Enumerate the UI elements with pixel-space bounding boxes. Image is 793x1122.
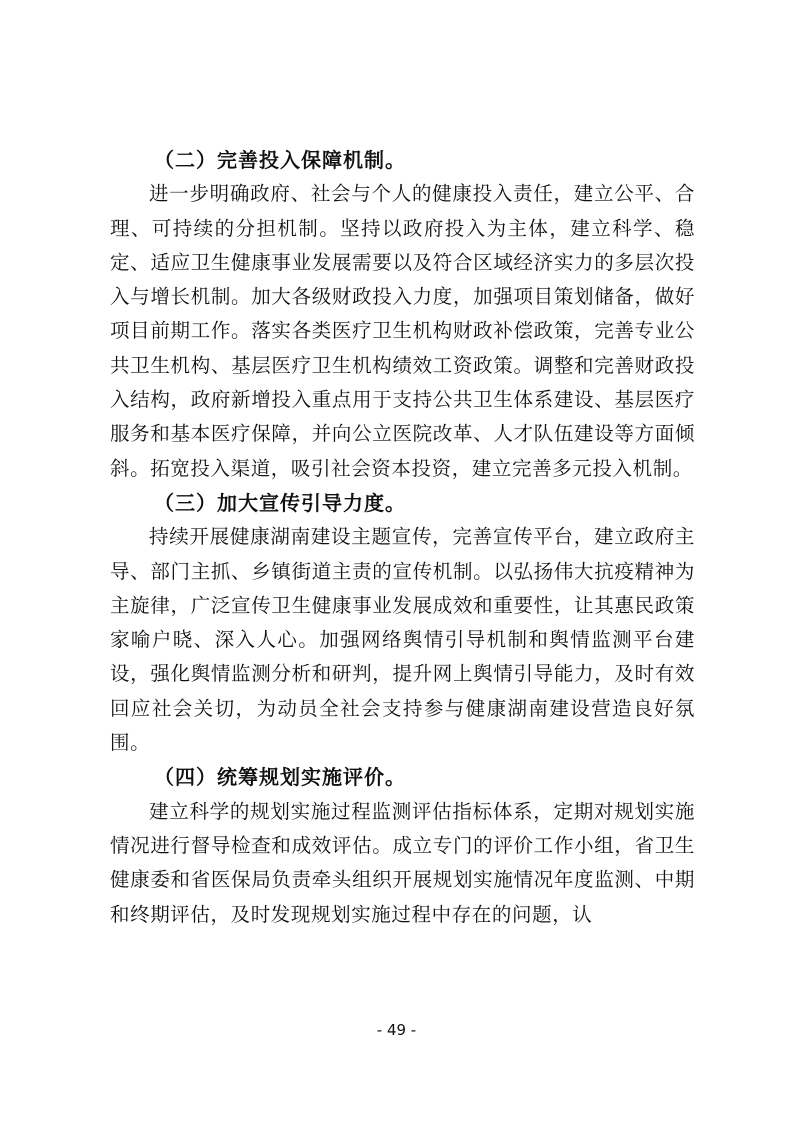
section-paragraph: 建立科学的规划实施过程监测评估指标体系，定期对规划实施情况进行督导检查和成效评估。成立专门的评价工作小组，省卫生健康委和省医保局负责牵头组织开展规划实施情况年度监测、中期和终期评估，及时发现规划实施过程中存在的问题，认 [110, 799, 695, 926]
page-number: - 49 - [376, 1021, 417, 1039]
section-planning-evaluation [110, 760, 695, 931]
section-investment-guarantee [110, 143, 695, 486]
section-heading: （三）加大宣传引导力度。 [154, 490, 406, 515]
section-paragraph: 持续开展健康湖南建设主题宣传，完善宣传平台，建立政府主导、部门主抓、乡镇街道主责的宣传机制。以弘扬伟大抗疫精神为主旋律，广泛宣传卫生健康事业发展成效和重要性，让其惠民政策家喻户晓、深入人心。加强网络舆情引导机制和舆情监测平台建设，强化舆情监测分析和研判，提升网上舆情引导能力，及时有效回应社会关切，为动员全社会支持参与健康湖南建设营造良好氛围。 [110, 525, 695, 755]
section-heading: （四）统筹规划实施评价。 [154, 765, 406, 790]
section-paragraph: 进一步明确政府、社会与个人的健康投入责任，建立公平、合理、可持续的分担机制。坚持以政府投入为主体，建立科学、稳定、适应卫生健康事业发展需要以及符合区域经济实力的多层次投入与增长机制。加大各级财政投入力度，加强项目策划储备，做好项目前期工作。落实各类医疗卫生机构财政补偿政策，完善专业公共卫生机构、基层医疗卫生机构绩效工资政策。调整和完善财政投入结构，政府新增投入重点用于支持公共卫生体系建设、基层医疗服务和基本医疗保障，并向公立医院改革、人才队伍建设等方面倾斜。拓宽投入渠道，吸引社会资本投资，建立完善多元投入机制。 [110, 182, 695, 480]
section-heading: （二）完善投入保障机制。 [154, 148, 406, 172]
document-body [110, 143, 695, 932]
section-publicity-guidance [110, 486, 695, 760]
